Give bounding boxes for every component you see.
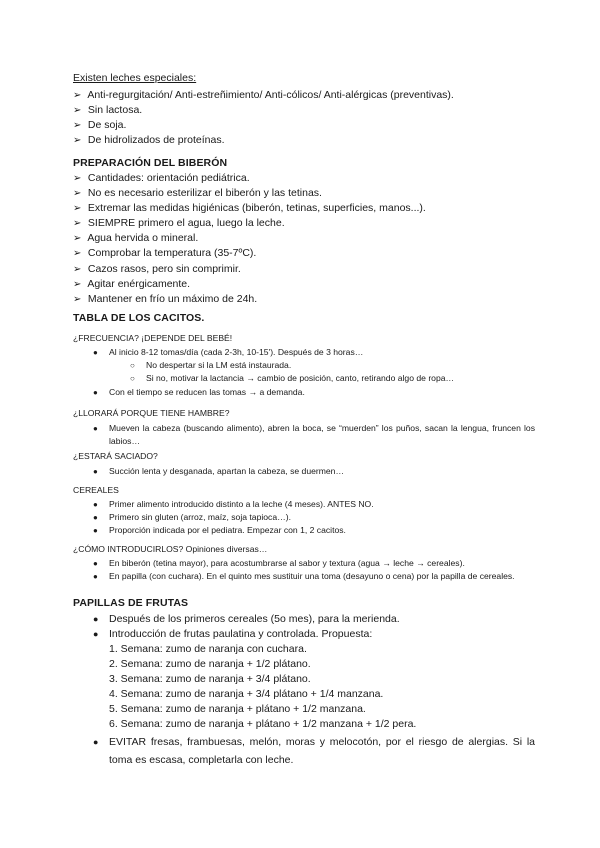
bullet-icon: ● bbox=[93, 737, 99, 747]
introduce-list bbox=[93, 557, 535, 583]
list-item: ● Después de los primeros cereales (5o mes), para la merienda. bbox=[93, 613, 400, 625]
bullet-icon: ● bbox=[93, 513, 98, 522]
list-item: ➢ SIEMPRE primero el agua, luego la leche. bbox=[73, 217, 285, 230]
arrow-bullet-icon: ➢ bbox=[73, 90, 82, 101]
satisfied-question: ¿ESTARÁ SACIADO? bbox=[73, 451, 158, 461]
arrow-bullet-icon: ➢ bbox=[73, 135, 82, 147]
arrow-bullet-icon: ➢ bbox=[73, 248, 82, 260]
bullet-icon: ● bbox=[93, 559, 98, 568]
bullet-icon: ● bbox=[93, 526, 98, 535]
arrow-bullet-icon: ➢ bbox=[73, 293, 82, 305]
list-item: ➢ De soja. bbox=[73, 119, 127, 132]
bullet-icon: ● bbox=[93, 572, 98, 581]
list-item: ● Primer alimento introducido distinto a la leche (4 meses). ANTES NO. bbox=[93, 499, 374, 509]
fruit-weeks-list bbox=[109, 642, 416, 732]
frequency-list bbox=[93, 346, 535, 359]
list-item: 1. Semana: zumo de naranja con cuchara. bbox=[109, 643, 307, 655]
list-item: ○ No despertar si la LM está instaurada. bbox=[130, 359, 454, 372]
cereals-title: CEREALES bbox=[73, 485, 119, 495]
list-item: ● EVITAR fresas, frambuesas, melón, moras y melocotón, por el riesgo de alergias. Si la toma es escasa, completarla con leche. bbox=[93, 733, 535, 769]
arrow-bullet-icon: ➢ bbox=[73, 278, 82, 290]
hungry-list bbox=[93, 422, 535, 448]
list-item: ➢ Cazos rasos, pero sin comprimir. bbox=[73, 262, 241, 275]
list-item: ● Succión lenta y desganada, apartan la cabeza, se duermen… bbox=[93, 466, 345, 476]
list-item: 3. Semana: zumo de naranja + 3/4 plátano. bbox=[109, 673, 311, 685]
special-milks-heading: Existen leches especiales: bbox=[73, 72, 197, 84]
bullet-icon: ● bbox=[93, 629, 99, 639]
hungry-question: ¿LLORARÁ PORQUE TIENE HAMBRE? bbox=[73, 408, 230, 418]
fruits-warning-list bbox=[93, 733, 535, 769]
list-item: ➢ Cantidades: orientación pediátrica. bbox=[73, 172, 250, 184]
arrow-bullet-icon: ➢ bbox=[73, 203, 82, 215]
list-item: ➢ Comprobar la temperatura (35-7ºC). bbox=[73, 247, 257, 260]
frequency-list-2 bbox=[93, 386, 535, 399]
list-item: ➢ Sin lactosa. bbox=[73, 104, 143, 117]
arrow-bullet-icon: ➢ bbox=[73, 188, 82, 200]
list-item: ● Al inicio 8-12 tomas/día (cada 2-3h, 10-15'). Después de 3 horas… bbox=[93, 347, 364, 357]
list-item: ● Proporción indicada por el pediatra. Empezar con 1, 2 cacitos. bbox=[93, 525, 346, 535]
list-item: ● Primero sin gluten (arroz, maíz, soja tapioca…). bbox=[93, 512, 291, 522]
circle-bullet-icon: ○ bbox=[130, 361, 135, 370]
bullet-icon: ● bbox=[93, 348, 98, 357]
list-item: 5. Semana: zumo de naranja + plátano + 1/2 manzana. bbox=[109, 703, 366, 715]
bullet-icon: ● bbox=[93, 424, 98, 433]
list-item: ● En biberón (tetina mayor), para acostumbrarse al sabor y textura (agua → leche → cereales). bbox=[93, 558, 465, 568]
satisfied-list bbox=[93, 465, 535, 478]
list-item: 2. Semana: zumo de naranja + 1/2 plátano. bbox=[109, 658, 311, 670]
bullet-icon: ● bbox=[93, 388, 98, 397]
fruits-section-title: PAPILLAS DE FRUTAS bbox=[73, 597, 189, 609]
list-item: ➢ Anti-regurgitación/ Anti-estreñimiento/ Anti-cólicos/ Anti-alérgicas (preventivas). bbox=[73, 89, 454, 101]
list-item: ● Mueven la cabeza (buscando alimento), abren la boca, se “muerden” los puños, sacan la lengua, fruncen los labios… bbox=[93, 423, 535, 446]
bullet-icon: ● bbox=[93, 467, 98, 476]
list-item: ● Introducción de frutas paulatina y controlada. Propuesta: bbox=[93, 628, 373, 640]
list-item: 6. Semana: zumo de naranja + plátano + 1/2 manzana + 1/2 pera. bbox=[109, 718, 417, 730]
fruits-list bbox=[93, 612, 535, 642]
bottle-steps-list bbox=[73, 171, 426, 307]
arrow-bullet-icon: ➢ bbox=[73, 120, 82, 132]
introduce-question: ¿CÓMO INTRODUCIRLOS? Opiniones diversas… bbox=[73, 544, 268, 554]
list-item: ➢ De hidrolizados de proteínas. bbox=[73, 134, 225, 147]
frequency-sublist bbox=[130, 359, 454, 385]
arrow-bullet-icon: ➢ bbox=[73, 218, 82, 230]
special-milks-list bbox=[73, 88, 454, 148]
scoops-section-title: TABLA DE LOS CACITOS. bbox=[73, 312, 205, 324]
list-item: ➢ Agua hervida o mineral. bbox=[73, 232, 199, 245]
arrow-bullet-icon: ➢ bbox=[73, 233, 82, 245]
bullet-icon: ● bbox=[93, 614, 99, 624]
bullet-icon: ● bbox=[93, 500, 98, 509]
bottle-section-title: PREPARACIÓN DEL BIBERÓN bbox=[73, 157, 228, 169]
frequency-question: ¿FRECUENCIA? ¡DEPENDE DEL BEBÉ! bbox=[73, 333, 233, 343]
circle-bullet-icon: ○ bbox=[130, 374, 135, 384]
arrow-bullet-icon: ➢ bbox=[73, 105, 82, 117]
list-item: ➢ Agitar enérgicamente. bbox=[73, 277, 191, 290]
list-item: ➢ Mantener en frío un máximo de 24h. bbox=[73, 292, 258, 305]
list-item: ➢ No es necesario esterilizar el biberón y las tetinas. bbox=[73, 187, 322, 200]
cereals-list bbox=[93, 498, 535, 537]
list-item: ● En papilla (con cuchara). En el quinto mes sustituir una toma (desayuno o cena) por la papilla de cereales. bbox=[93, 571, 515, 581]
arrow-bullet-icon: ➢ bbox=[73, 263, 82, 275]
list-item: ○ Si no, motivar la lactancia → cambio de posición, canto, retirando algo de ropa… bbox=[130, 372, 454, 385]
arrow-bullet-icon: ➢ bbox=[73, 173, 82, 184]
list-item: ● Con el tiempo se reducen las tomas → a demanda. bbox=[93, 387, 305, 397]
list-item: ➢ Extremar las medidas higiénicas (biberón, tetinas, superficies, manos...). bbox=[73, 202, 426, 215]
list-item: 4. Semana: zumo de naranja + 3/4 plátano + 1/4 manzana. bbox=[109, 688, 384, 700]
